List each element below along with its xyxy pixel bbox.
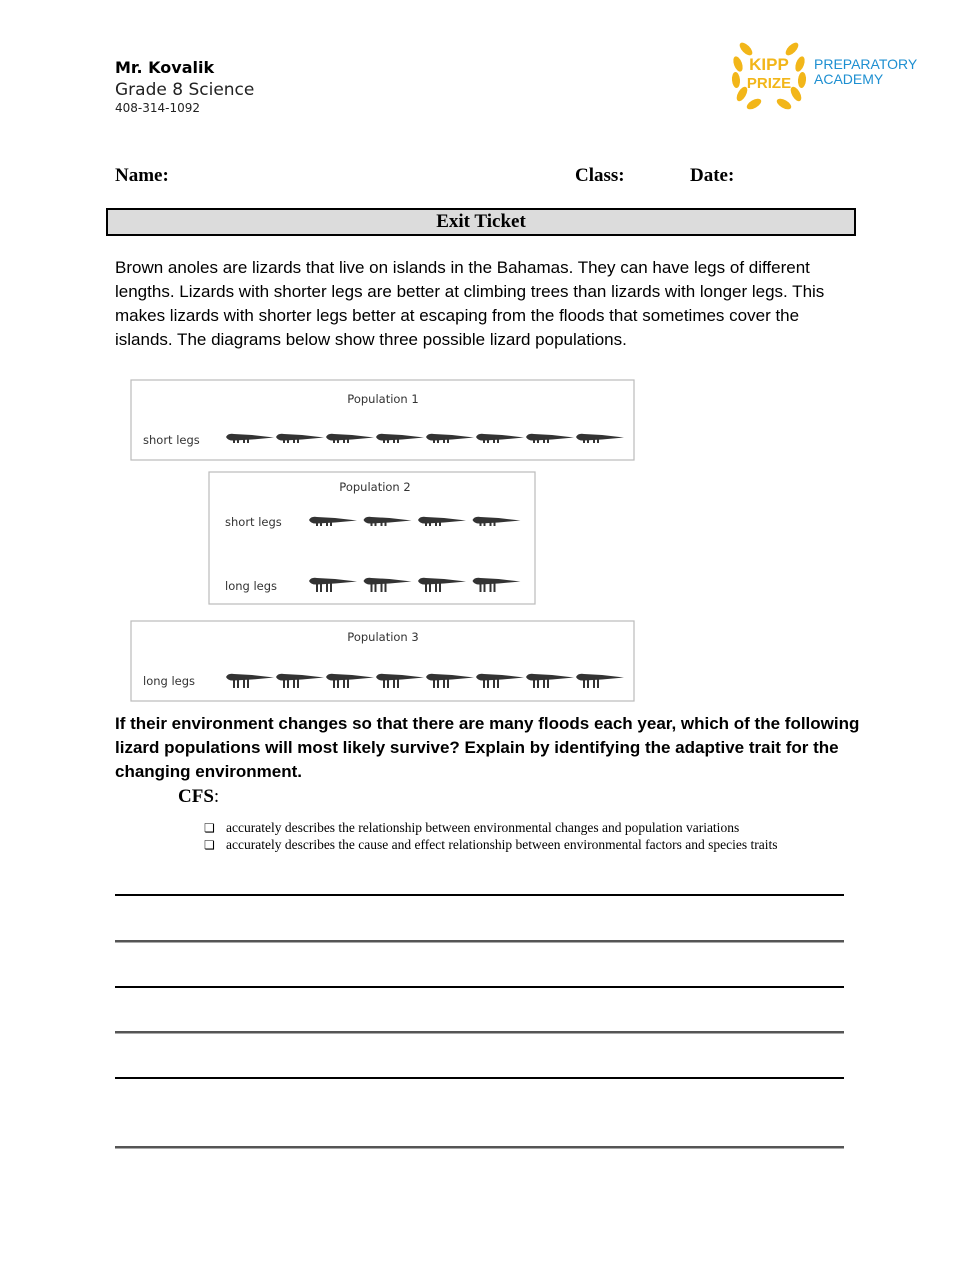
checkbox-icon: ❏ (204, 821, 215, 835)
criterion-item (204, 837, 778, 853)
question-text: If their environment changes so that there are many floods each year, which of the following lizard populations will most likely survive? Explain by identifying the adaptive trait for the changing environment. (115, 714, 860, 781)
lizard-populations-figure (128, 376, 638, 704)
answer-line[interactable] (115, 940, 844, 942)
logo-text-preparatory: PREPARATORY (814, 56, 918, 72)
answer-line[interactable] (115, 1077, 844, 1079)
course-name: Grade 8 Science (115, 80, 255, 100)
criterion-text: accurately describes the relationship between environmental changes and population variations (226, 820, 740, 835)
population-2-short-label: short legs (225, 515, 282, 529)
logo-text-academy: ACADEMY (814, 71, 884, 87)
teacher-name: Mr. Kovalik (115, 58, 215, 77)
name-field-label: Name: (115, 165, 169, 186)
exit-ticket-banner: Exit Ticket (106, 208, 856, 236)
answer-line[interactable] (115, 986, 844, 988)
logo-text-prize: PRIZE (746, 75, 792, 92)
date-field-label: Date: (690, 165, 735, 186)
class-field-label: Class: (575, 165, 625, 186)
answer-line[interactable] (115, 1031, 844, 1033)
population-3-title: Population 3 (347, 630, 419, 644)
logo-text-kipp: KIPP (749, 55, 789, 74)
criterion-item (204, 820, 739, 836)
population-2-title: Population 2 (339, 480, 411, 494)
checkbox-icon: ❏ (204, 838, 215, 852)
phone-number: 408-314-1092 (115, 101, 201, 115)
population-2-long-label: long legs (225, 579, 278, 593)
answer-line[interactable] (115, 1146, 844, 1148)
criterion-text: accurately describes the cause and effect relationship between environmental factors and species traits (226, 837, 778, 852)
population-3-row-label: long legs (143, 674, 196, 688)
intro-paragraph: Brown anoles are lizards that live on islands in the Bahamas. They can have legs of different lengths. Lizards with shorter legs are better at climbing trees than lizards with longer legs. This makes lizards with shorter legs better at escaping from the floods that sometimes cover the islands. The diagrams below show three possible lizard populations. (115, 258, 825, 349)
cfs-label: CFS (178, 786, 214, 807)
answer-line[interactable] (115, 894, 844, 896)
population-1-row-label: short legs (143, 433, 200, 447)
school-logo (728, 34, 928, 112)
cfs-heading (178, 786, 219, 808)
population-1-title: Population 1 (347, 392, 419, 406)
cfs-colon: : (213, 786, 220, 807)
